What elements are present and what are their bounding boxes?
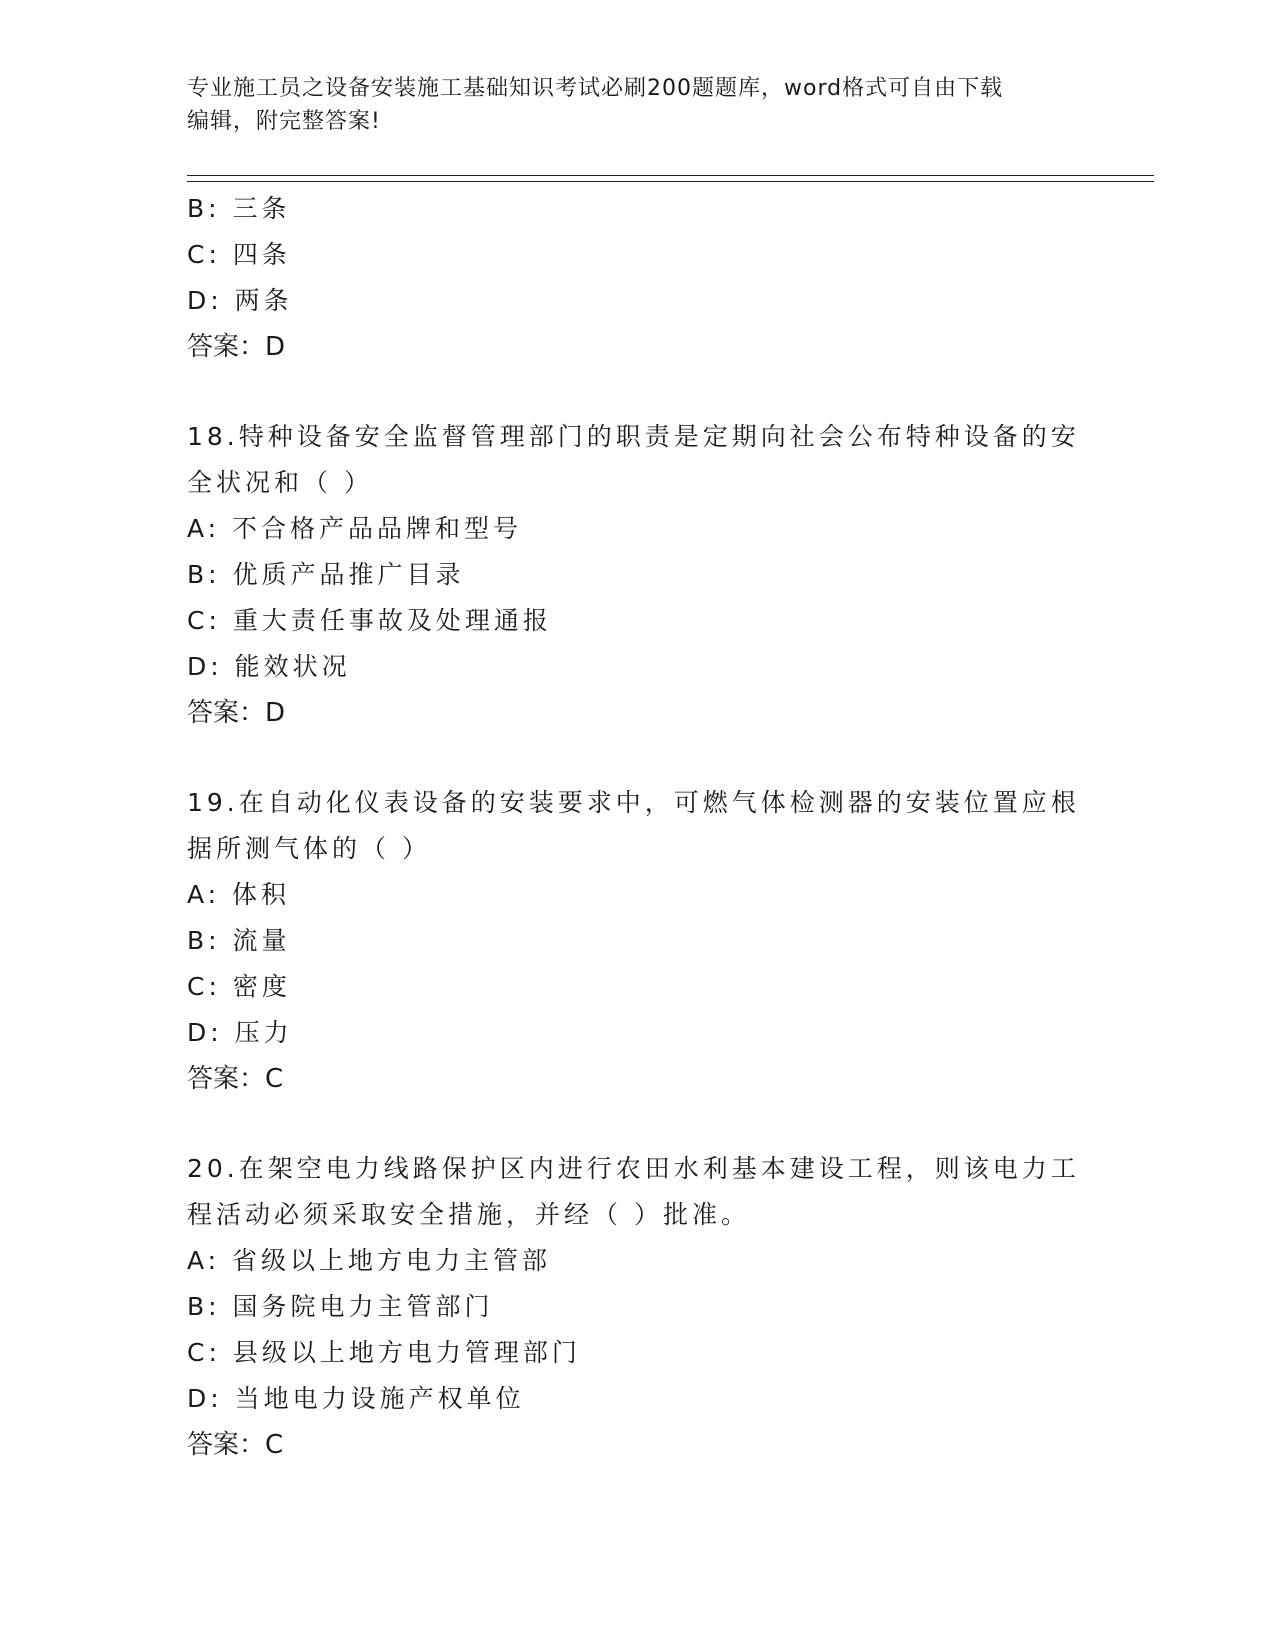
option-b: B: 优质产品推广目录 xyxy=(187,560,465,589)
question-text-line-1: 18.特种设备安全监督管理部门的职责是定期向社会公布特种设备的安 xyxy=(187,422,1080,451)
option-c: C: 四条 xyxy=(187,240,291,269)
question-fragment xyxy=(187,186,1087,370)
answer: 答案：D xyxy=(187,698,286,728)
option-c: C: 县级以上地方电力管理部门 xyxy=(187,1338,581,1367)
question-text-line-1: 19.在自动化仪表设备的安装要求中，可燃气体检测器的安装位置应根 xyxy=(187,788,1080,817)
question-20 xyxy=(187,1146,1087,1468)
header-line-1: 专业施工员之设备安装施工基础知识考试必刷200题题库，word格式可自由下载 xyxy=(187,76,1004,101)
header-divider-top xyxy=(187,175,1154,176)
option-c: C: 密度 xyxy=(187,972,291,1001)
answer: 答案：D xyxy=(187,332,286,362)
question-list xyxy=(187,186,1087,1468)
question-text-line-2: 全状况和（ ） xyxy=(187,468,373,497)
option-d: D: 压力 xyxy=(187,1018,293,1047)
question-18 xyxy=(187,414,1087,736)
question-text-line-1: 20.在架空电力线路保护区内进行农田水利基本建设工程，则该电力工 xyxy=(187,1154,1080,1183)
document-header xyxy=(187,72,1087,138)
option-d: D: 能效状况 xyxy=(187,652,351,681)
option-d: D: 两条 xyxy=(187,286,293,315)
option-a: A: 体积 xyxy=(187,880,291,909)
option-b: B: 流量 xyxy=(187,926,291,955)
question-text-line-2: 程活动必须采取安全措施，并经（ ）批准。 xyxy=(187,1200,750,1229)
option-b: B: 三条 xyxy=(187,194,291,223)
header-divider-bottom xyxy=(187,181,1154,182)
option-b: B: 国务院电力主管部门 xyxy=(187,1292,494,1321)
option-c: C: 重大责任事故及处理通报 xyxy=(187,606,552,635)
question-19 xyxy=(187,780,1087,1102)
answer: 答案：C xyxy=(187,1430,284,1460)
option-a: A: 不合格产品品牌和型号 xyxy=(187,514,523,543)
header-line-2: 编辑，附完整答案! xyxy=(187,109,381,134)
question-text-line-2: 据所测气体的（ ） xyxy=(187,834,431,863)
option-a: A: 省级以上地方电力主管部 xyxy=(187,1246,552,1275)
option-d: D: 当地电力设施产权单位 xyxy=(187,1384,525,1413)
answer: 答案：C xyxy=(187,1064,284,1094)
